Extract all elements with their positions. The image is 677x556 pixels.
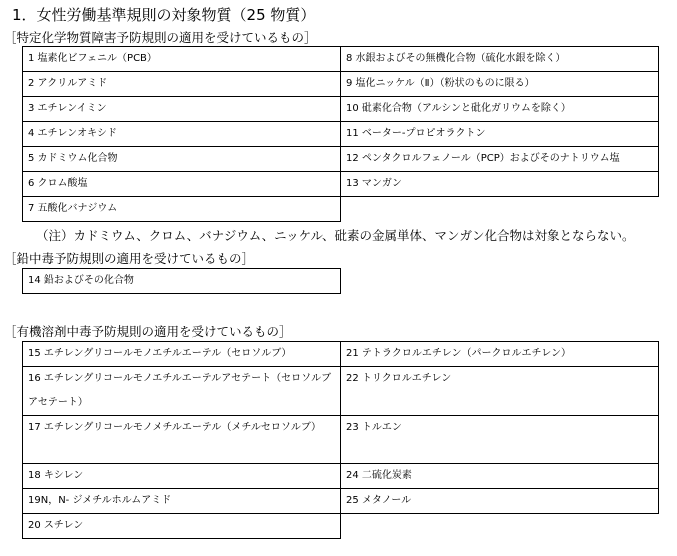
table-cell: 24 二硫化炭素 <box>341 464 659 489</box>
table-cell: 22 トリクロルエチレン <box>341 367 659 416</box>
table-cell: 23 トルエン <box>341 416 659 464</box>
section1-table <box>22 46 659 222</box>
table-cell: 4 エチレンオキシド <box>23 122 341 147</box>
table-cell: 11 ベーター-プロピオラクトン <box>341 122 659 147</box>
table-cell: 1 塩素化ビフェニル（PCB） <box>23 47 341 72</box>
table-cell: 19N，N- ジメチルホルムアミド <box>23 489 341 514</box>
table-cell: 18 キシレン <box>23 464 341 489</box>
table-cell: 10 砒素化合物（アルシンと砒化ガリウムを除く） <box>341 97 659 122</box>
section3-heading: ［有機溶剤中毒予防規則の適用を受けているもの］ <box>4 324 292 339</box>
empty-cell <box>341 514 659 539</box>
table-cell: 7 五酸化バナジウム <box>23 197 341 222</box>
table-cell: 14 鉛およびその化合物 <box>23 269 341 294</box>
section2-heading: ［鉛中毒予防規則の適用を受けているもの］ <box>4 251 255 266</box>
table-row <box>23 514 659 539</box>
table-row <box>23 269 341 294</box>
table-cell: 25 メタノール <box>341 489 659 514</box>
section3-table <box>22 341 659 539</box>
table-row <box>23 97 659 122</box>
table-cell: 6 クロム酸塩 <box>23 172 341 197</box>
table-row <box>23 122 659 147</box>
note-text: （注）カドミウム、クロム、バナジウム、ニッケル、砒素の金属単体、マンガン化合物は対象とならない。 <box>36 228 635 243</box>
table-cell: 20 スチレン <box>23 514 341 539</box>
table-cell: 3 エチレンイミン <box>23 97 341 122</box>
table-cell: 16 エチレングリコールモノエチルエーテルアセテート（セロソルブアセテート） <box>23 367 341 416</box>
table-row <box>23 416 659 464</box>
table-cell: 13 マンガン <box>341 172 659 197</box>
table-cell: 15 エチレングリコールモノエチルエーテル（セロソルブ） <box>23 342 341 367</box>
table-row <box>23 47 659 72</box>
table-cell: 17 エチレングリコールモノメチルエーテル（メチルセロソルブ） <box>23 416 341 464</box>
table-cell: 12 ペンタクロルフェノール（PCP）およびそのナトリウム塩 <box>341 147 659 172</box>
table-row <box>23 147 659 172</box>
table-row <box>23 197 659 222</box>
table-row <box>23 172 659 197</box>
section1-heading: ［特定化学物質障害予防規則の適用を受けているもの］ <box>4 30 317 45</box>
table-cell: 2 アクリルアミド <box>23 72 341 97</box>
table-row <box>23 464 659 489</box>
page-title: 1．女性労働基準規則の対象物質（25 物質） <box>12 6 316 24</box>
table-cell: 8 水銀およびその無機化合物（硫化水銀を除く） <box>341 47 659 72</box>
table-row <box>23 489 659 514</box>
empty-cell <box>341 197 659 222</box>
table-row <box>23 342 659 367</box>
section2-table <box>22 268 341 294</box>
table-row <box>23 367 659 416</box>
table-cell: 5 カドミウム化合物 <box>23 147 341 172</box>
table-cell: 21 テトラクロルエチレン（パークロルエチレン） <box>341 342 659 367</box>
table-row <box>23 72 659 97</box>
table-cell: 9 塩化ニッケル（Ⅱ）（粉状のものに限る） <box>341 72 659 97</box>
